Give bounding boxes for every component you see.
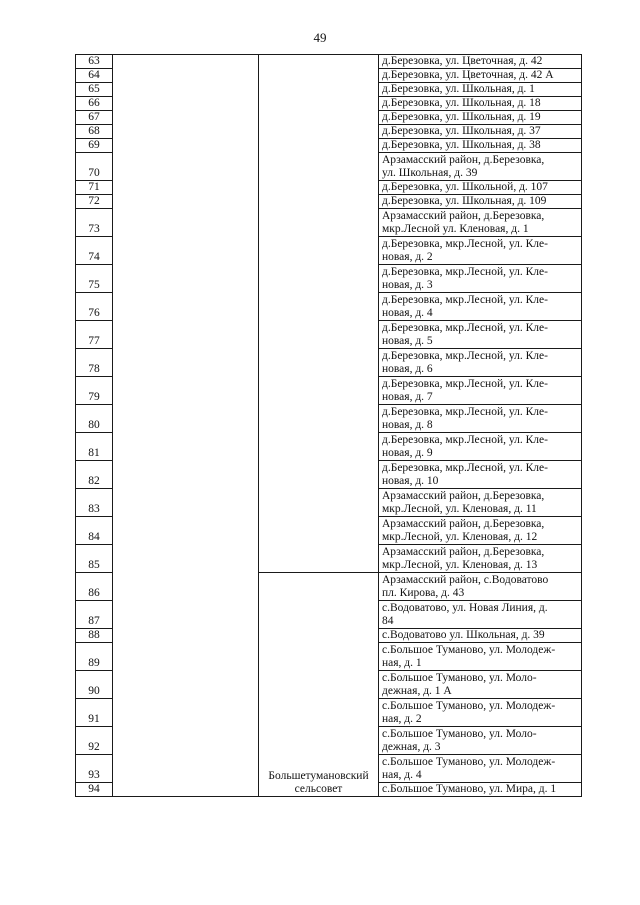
address-line: новая, д. 9 bbox=[382, 447, 433, 459]
address-line: новая, д. 6 bbox=[382, 363, 433, 375]
address-cell bbox=[379, 111, 582, 125]
address-line: д.Березовка, мкр.Лесной, ул. Кле- bbox=[382, 350, 548, 362]
settlement-label: Большетумановский сельсовет bbox=[268, 770, 369, 795]
address-line: д.Березовка, ул. Цветочная, д. 42 А bbox=[382, 69, 554, 81]
address-line: новая, д. 5 bbox=[382, 335, 433, 347]
row-number: 89 bbox=[76, 643, 113, 671]
row-number: 93 bbox=[76, 755, 113, 783]
row-number: 65 bbox=[76, 83, 113, 97]
address-line: с.Большое Туманово, ул. Молодеж- bbox=[382, 700, 556, 712]
row-number: 91 bbox=[76, 699, 113, 727]
address-line: Арзамасский район, с.Водоватово bbox=[382, 574, 549, 586]
address-line: Арзамасский район, д.Березовка, bbox=[382, 154, 545, 166]
address-line: новая, д. 7 bbox=[382, 391, 433, 403]
address-line: д.Березовка, ул. Школьная, д. 1 bbox=[382, 83, 535, 95]
address-table-body bbox=[76, 55, 582, 797]
address-line: д.Березовка, мкр.Лесной, ул. Кле- bbox=[382, 266, 548, 278]
row-number: 73 bbox=[76, 209, 113, 237]
row-number: 77 bbox=[76, 321, 113, 349]
address-cell bbox=[379, 671, 582, 699]
address-cell bbox=[379, 727, 582, 755]
row-number: 88 bbox=[76, 629, 113, 643]
address-line: новая, д. 4 bbox=[382, 307, 433, 319]
address-line: д.Березовка, ул. Школьная, д. 18 bbox=[382, 97, 541, 109]
address-cell bbox=[379, 55, 582, 69]
address-cell bbox=[379, 69, 582, 83]
address-cell bbox=[379, 405, 582, 433]
row-number: 92 bbox=[76, 727, 113, 755]
address-line: д.Березовка, ул. Школьная, д. 37 bbox=[382, 125, 541, 137]
address-line: д.Березовка, мкр.Лесной, ул. Кле- bbox=[382, 238, 548, 250]
address-line: д.Березовка, мкр.Лесной, ул. Кле- bbox=[382, 322, 548, 334]
row-number: 84 bbox=[76, 517, 113, 545]
row-number: 64 bbox=[76, 69, 113, 83]
row-number: 82 bbox=[76, 461, 113, 489]
address-cell bbox=[379, 181, 582, 195]
row-number: 70 bbox=[76, 153, 113, 181]
address-line: с.Большое Туманово, ул. Молодеж- bbox=[382, 644, 556, 656]
address-line: д.Березовка, мкр.Лесной, ул. Кле- bbox=[382, 434, 548, 446]
address-line: д.Березовка, ул. Школьная, д. 109 bbox=[382, 195, 547, 207]
address-line: новая, д. 2 bbox=[382, 251, 433, 263]
address-cell bbox=[379, 83, 582, 97]
address-line: с.Большое Туманово, ул. Мира, д. 1 bbox=[382, 783, 557, 795]
address-line: Арзамасский район, д.Березовка, bbox=[382, 210, 545, 222]
address-line: 84 bbox=[382, 615, 394, 627]
address-cell bbox=[379, 517, 582, 545]
address-line: д.Березовка, мкр.Лесной, ул. Кле- bbox=[382, 294, 548, 306]
address-cell bbox=[379, 783, 582, 797]
address-line: с.Большое Туманово, ул. Моло- bbox=[382, 672, 537, 684]
row-number: 80 bbox=[76, 405, 113, 433]
address-cell bbox=[379, 601, 582, 629]
address-line: д.Березовка, ул. Школьной, д. 107 bbox=[382, 181, 548, 193]
address-cell bbox=[379, 461, 582, 489]
address-line: д.Березовка, ул. Школьная, д. 38 bbox=[382, 139, 541, 151]
row-number: 68 bbox=[76, 125, 113, 139]
address-line: с.Водоватово, ул. Новая Линия, д. bbox=[382, 602, 548, 614]
address-cell bbox=[379, 573, 582, 601]
address-cell bbox=[379, 699, 582, 727]
page-number: 49 bbox=[313, 30, 327, 45]
address-line: с.Большое Туманово, ул. Моло- bbox=[382, 728, 537, 740]
address-line: ная, д. 2 bbox=[382, 713, 422, 725]
row-number: 79 bbox=[76, 377, 113, 405]
row-number: 67 bbox=[76, 111, 113, 125]
settlement-cell bbox=[259, 573, 379, 797]
address-cell bbox=[379, 237, 582, 265]
address-line: д.Березовка, мкр.Лесной, ул. Кле- bbox=[382, 462, 548, 474]
address-line: ная, д. 1 bbox=[382, 657, 422, 669]
row-number: 86 bbox=[76, 573, 113, 601]
address-cell bbox=[379, 643, 582, 671]
address-cell bbox=[379, 321, 582, 349]
address-cell bbox=[379, 195, 582, 209]
address-cell bbox=[379, 209, 582, 237]
row-number: 87 bbox=[76, 601, 113, 629]
address-line: д.Березовка, мкр.Лесной, ул. Кле- bbox=[382, 378, 548, 390]
address-cell bbox=[379, 377, 582, 405]
address-table bbox=[75, 54, 582, 797]
address-line: ная, д. 4 bbox=[382, 769, 422, 781]
address-line: д.Березовка, ул. Школьная, д. 19 bbox=[382, 111, 541, 123]
row-number: 76 bbox=[76, 293, 113, 321]
row-number: 74 bbox=[76, 237, 113, 265]
address-cell bbox=[379, 433, 582, 461]
address-line: новая, д. 3 bbox=[382, 279, 433, 291]
row-number: 69 bbox=[76, 139, 113, 153]
address-line: д.Березовка, мкр.Лесной, ул. Кле- bbox=[382, 406, 548, 418]
address-cell bbox=[379, 293, 582, 321]
address-cell bbox=[379, 545, 582, 573]
address-cell bbox=[379, 265, 582, 293]
settlement-cell-empty bbox=[259, 55, 379, 573]
row-number: 83 bbox=[76, 489, 113, 517]
address-cell bbox=[379, 349, 582, 377]
row-number: 66 bbox=[76, 97, 113, 111]
row-number: 78 bbox=[76, 349, 113, 377]
row-number: 63 bbox=[76, 55, 113, 69]
address-cell bbox=[379, 153, 582, 181]
address-line: Арзамасский район, д.Березовка, bbox=[382, 490, 545, 502]
row-number: 71 bbox=[76, 181, 113, 195]
address-line: новая, д. 8 bbox=[382, 419, 433, 431]
row-number: 90 bbox=[76, 671, 113, 699]
address-line: ул. Школьная, д. 39 bbox=[382, 167, 478, 179]
address-line: мкр.Лесной, ул. Кленовая, д. 13 bbox=[382, 559, 538, 571]
address-cell bbox=[379, 489, 582, 517]
row-number: 72 bbox=[76, 195, 113, 209]
address-line: д.Березовка, ул. Цветочная, д. 42 bbox=[382, 55, 543, 67]
address-cell bbox=[379, 139, 582, 153]
address-line: мкр.Лесной, ул. Кленовая, д. 11 bbox=[382, 503, 537, 515]
address-line: дежная, д. 1 А bbox=[382, 685, 452, 697]
row-number: 94 bbox=[76, 783, 113, 797]
address-line: с.Водоватово ул. Школьная, д. 39 bbox=[382, 629, 545, 641]
address-cell bbox=[379, 629, 582, 643]
address-line: дежная, д. 3 bbox=[382, 741, 441, 753]
address-cell bbox=[379, 755, 582, 783]
address-cell bbox=[379, 97, 582, 111]
address-cell bbox=[379, 125, 582, 139]
row-number: 75 bbox=[76, 265, 113, 293]
address-line: Арзамасский район, д.Березовка, bbox=[382, 518, 545, 530]
address-line: мкр.Лесной ул. Кленовая, д. 1 bbox=[382, 223, 529, 235]
address-line: Арзамасский район, д.Березовка, bbox=[382, 546, 545, 558]
table-row bbox=[76, 55, 582, 69]
address-line: мкр.Лесной, ул. Кленовая, д. 12 bbox=[382, 531, 538, 543]
address-line: пл. Кирова, д. 43 bbox=[382, 587, 465, 599]
address-line: с.Большое Туманово, ул. Молодеж- bbox=[382, 756, 556, 768]
address-line: новая, д. 10 bbox=[382, 475, 439, 487]
empty-column bbox=[113, 55, 259, 797]
row-number: 81 bbox=[76, 433, 113, 461]
row-number: 85 bbox=[76, 545, 113, 573]
